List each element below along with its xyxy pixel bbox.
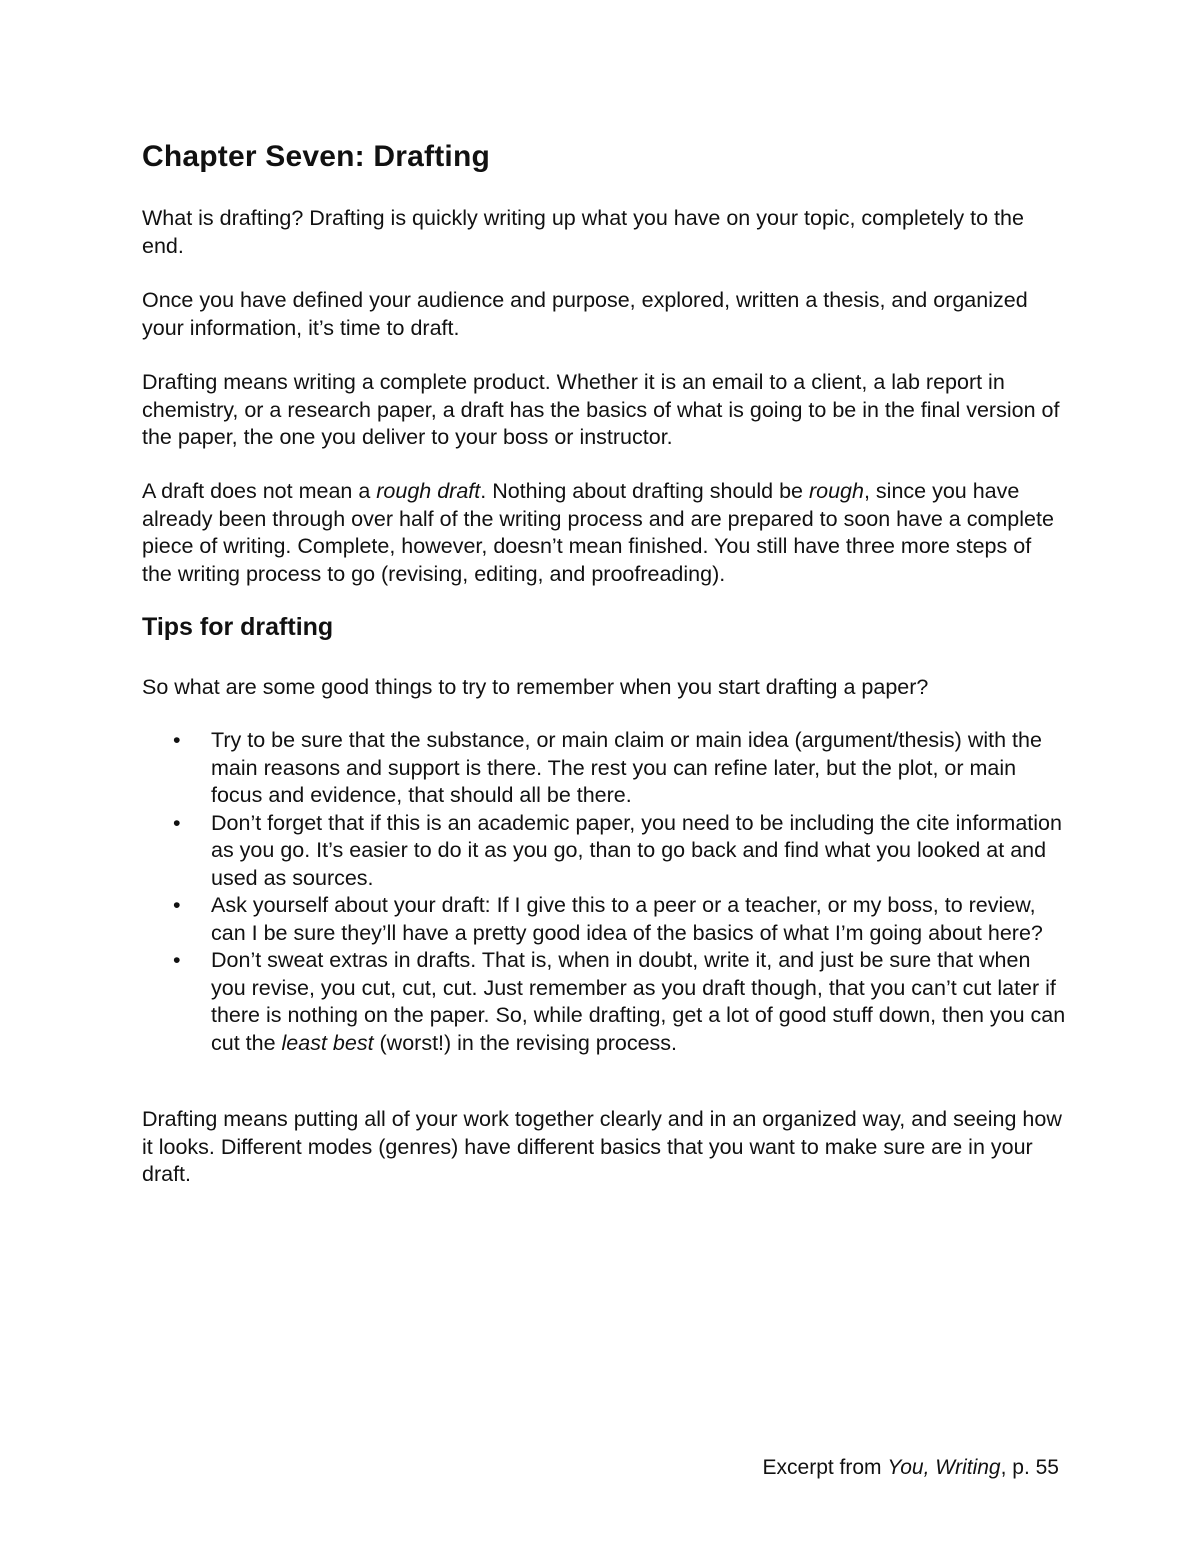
tip-text: Don’t forget that if this is an academic paper, you need to be including the cite information as you go. It’s easier to do it as you go, than to go back and find what you looked at and used as sources. — [211, 810, 1062, 890]
p4-text-1: A draft does not mean a — [142, 479, 377, 503]
tip-text: Ask yourself about your draft: If I give this to a peer or a teacher, or my boss, to review, can I be sure they’ll have a pretty good idea of the basics of what I’m going about here? — [211, 893, 1043, 945]
paragraph-time-to-draft: Once you have defined your audience and purpose, explored, written a thesis, and organized your information, it’s time to draft. — [142, 288, 1028, 340]
bullet-icon: • — [173, 948, 181, 972]
p4-text-3: , since you have already been through over half of the writing process and are prepared to soon have a complete piece of writing. Complete, however, doesn’t mean finished. You still have three more steps of the writing process to go (revising, editing, and proofreading). — [142, 479, 1054, 586]
footer-book-title: You, Writing — [887, 1456, 1001, 1479]
paragraph-putting-together: Drafting means putting all of your work together clearly and in an organized way, and seeing how it looks. Different modes (genres) have different basics that you want to make sure are in your draft. — [142, 1107, 1062, 1186]
tip-text: Try to be sure that the substance, or main claim or main idea (argument/thesis) with the main reasons and support is there. The rest you can refine later, but the plot, or main focus and evidence, that should all be there. — [211, 728, 1042, 807]
list-item — [142, 727, 1067, 810]
list-item — [142, 892, 1067, 947]
p4-emphasis-rough-draft: rough draft — [376, 479, 481, 503]
tip-text-2: (worst!) in the revising process. — [373, 1030, 678, 1055]
page-footer — [763, 1456, 1059, 1480]
paragraph-tips-intro: So what are some good things to try to remember when you start drafting a paper? — [142, 675, 929, 699]
tip-emphasis-least-best: least best — [281, 1030, 374, 1055]
footer-prefix: Excerpt from — [762, 1456, 888, 1479]
section-heading-tips: Tips for drafting — [142, 613, 334, 641]
paragraph-complete-product: Drafting means writing a complete product. Whether it is an email to a client, a lab report in chemistry, or a research paper, a draft has the basics of what is going to be in the final version of the paper, the one you deliver to your boss or instructor. — [142, 370, 1060, 449]
list-item — [142, 947, 1067, 1057]
document-page — [142, 0, 1067, 1553]
p4-text-2: . Nothing about drafting should be — [480, 479, 809, 503]
footer-suffix: , p. 55 — [1000, 1456, 1059, 1479]
paragraph-what-is-drafting: What is drafting? Drafting is quickly writing up what you have on your topic, completely to the end. — [142, 206, 1024, 258]
bullet-icon: • — [173, 810, 181, 835]
paragraph-rough-draft — [142, 478, 1067, 588]
tips-list — [142, 727, 1067, 1057]
bullet-icon: • — [173, 728, 181, 752]
list-item — [142, 810, 1067, 893]
bullet-icon: • — [173, 893, 181, 917]
chapter-title: Chapter Seven: Drafting — [142, 140, 490, 173]
tip-text-1: Don’t sweat extras in drafts. That is, when in doubt, write it, and just be sure that when you revise, you cut, cut, cut. Just remember as you draft though, that you can’t cut later if there is nothing on the paper. So, while drafting, get a lot of good stuff down, then you can cut the — [211, 948, 1066, 1055]
p4-emphasis-rough: rough — [808, 479, 864, 503]
